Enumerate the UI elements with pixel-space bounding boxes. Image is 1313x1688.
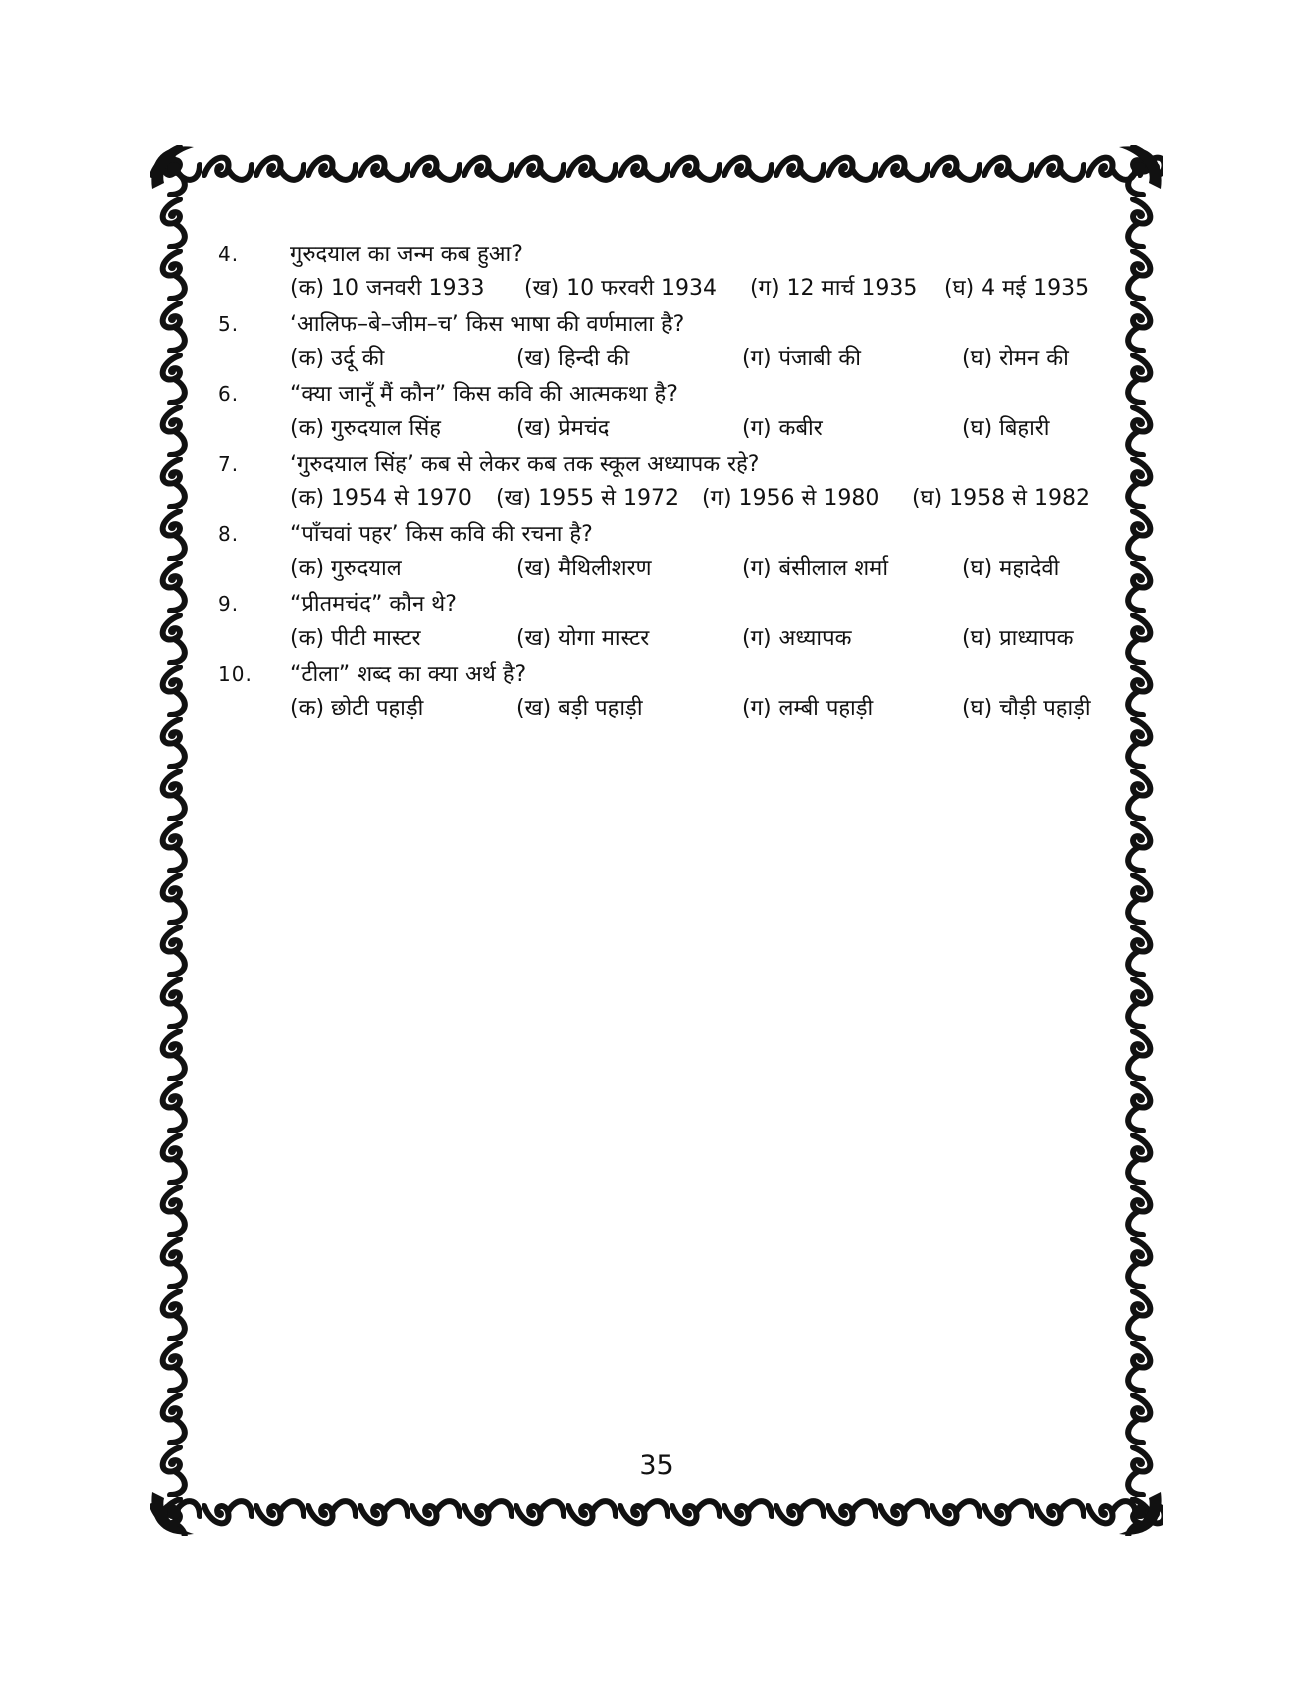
option-ka: (क) छोटी पहाड़ी <box>290 696 424 721</box>
option-ka: (क) 10 जनवरी 1933 <box>290 276 485 301</box>
question-number: 8. <box>218 522 240 546</box>
option-kha: (ख) प्रेमचंद <box>516 416 610 441</box>
question-5 <box>212 308 1112 378</box>
option-kha: (ख) 1955 से 1972 <box>496 486 679 511</box>
ornamental-border-right <box>1117 145 1163 1536</box>
question-10 <box>212 658 1112 728</box>
corner-ornament-icon <box>144 1484 202 1542</box>
option-ga: (ग) बंसीलाल शर्मा <box>742 556 889 581</box>
option-gha: (घ) रोमन की <box>962 346 1069 371</box>
question-number: 4. <box>218 242 240 266</box>
question-text: ‘गुरुदयाल सिंह’ कब से लेकर कब तक स्कूल अध्यापक रहे? <box>290 452 760 477</box>
option-gha: (घ) 1958 से 1982 <box>912 486 1090 511</box>
question-text: “पाँचवां पहर’ किस कवि की रचना है? <box>290 522 593 547</box>
corner-ornament-icon <box>144 139 202 197</box>
option-ka: (क) गुरुदयाल <box>290 556 402 581</box>
corner-ornament-icon <box>1111 139 1169 197</box>
question-number: 9. <box>218 592 240 616</box>
question-9 <box>212 588 1112 658</box>
question-number: 7. <box>218 452 240 476</box>
question-text: “क्या जानूँ मैं कौन” किस कवि की आत्मकथा है? <box>290 382 678 407</box>
question-8 <box>212 518 1112 588</box>
question-6 <box>212 378 1112 448</box>
ornamental-border-left <box>150 145 196 1536</box>
option-ga: (ग) पंजाबी की <box>742 346 861 371</box>
option-ka: (क) 1954 से 1970 <box>290 486 472 511</box>
option-kha: (ख) 10 फरवरी 1934 <box>524 276 718 301</box>
option-gha: (घ) बिहारी <box>962 416 1050 441</box>
question-4 <box>212 238 1112 308</box>
question-7 <box>212 448 1112 518</box>
options-row <box>290 272 1112 308</box>
option-kha: (ख) योगा मास्टर <box>516 626 650 651</box>
question-number: 10. <box>218 662 253 686</box>
option-ga: (ग) अध्यापक <box>742 626 852 651</box>
options-row <box>290 412 1112 448</box>
option-ka: (क) उर्दू की <box>290 346 385 371</box>
option-kha: (ख) हिन्दी की <box>516 346 630 371</box>
option-ka: (क) गुरुदयाल सिंह <box>290 416 441 441</box>
options-row <box>290 342 1112 378</box>
options-row <box>290 692 1112 728</box>
page-number: 35 <box>639 1450 674 1481</box>
question-text: ‘आलिफ–बे–जीम–च’ किस भाषा की वर्णमाला है? <box>290 312 685 337</box>
option-ga: (ग) कबीर <box>742 416 823 441</box>
option-ka: (क) पीटी मास्टर <box>290 626 421 651</box>
corner-ornament-icon <box>1111 1484 1169 1542</box>
question-text: “प्रीतमचंद” कौन थे? <box>290 592 457 617</box>
option-gha: (घ) महादेवी <box>962 556 1060 581</box>
question-text: गुरुदयाल का जन्म कब हुआ? <box>290 242 523 267</box>
option-gha: (घ) प्राध्यापक <box>962 626 1074 651</box>
ornamental-border-top <box>150 145 1163 191</box>
option-ga: (ग) 1956 से 1980 <box>702 486 880 511</box>
option-kha: (ख) बड़ी पहाड़ी <box>516 696 643 721</box>
ornamental-border-bottom <box>150 1490 1163 1536</box>
option-kha: (ख) मैथिलीशरण <box>516 556 652 581</box>
options-row <box>290 552 1112 588</box>
options-row <box>290 482 1112 518</box>
option-gha: (घ) चौड़ी पहाड़ी <box>962 696 1091 721</box>
question-number: 5. <box>218 312 240 336</box>
option-ga: (ग) 12 मार्च 1935 <box>750 276 918 301</box>
option-gha: (घ) 4 मई 1935 <box>944 276 1090 301</box>
question-list <box>212 238 1112 728</box>
question-number: 6. <box>218 382 240 406</box>
options-row <box>290 622 1112 658</box>
option-ga: (ग) लम्बी पहाड़ी <box>742 696 874 721</box>
question-text: “टीला” शब्द का क्या अर्थ है? <box>290 662 527 687</box>
